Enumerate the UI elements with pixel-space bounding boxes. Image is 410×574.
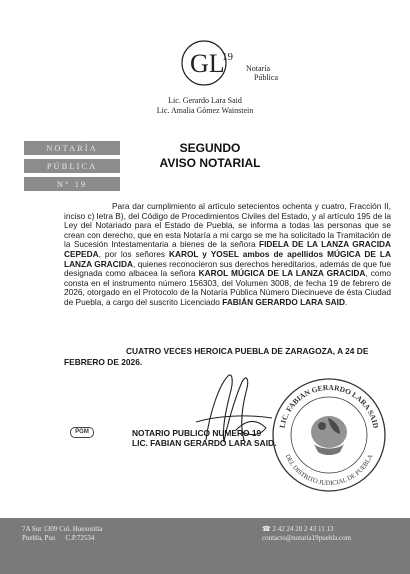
- footer-address-line2: Puebla, Pue. C.P.72534: [22, 534, 95, 542]
- body-text-1: Para dar cumplimiento al artículo setecientos ochenta y cuatro, Fracción II, inciso c) letra B), del Código de Procedimientos Civiles del Estado, y al artículo 195 de la Ley del Notariado para el Estado de Puebla, se informa a todas las personas que se crean con derecho, que en esta Notaría a mi cargo se me ha solicitado la Tramitación de la Sucesión Intestamentaria a bienes de la señora: [64, 201, 391, 250]
- notaries-list: [0, 96, 410, 116]
- body-bold-2: KAROL y YOSEL ambos de apellidos MÚGICA DE LA LANZA GRACIDA: [64, 248, 391, 269]
- notice-body: [64, 202, 391, 308]
- eagle-emblem-icon: [311, 416, 347, 455]
- notary-name-2: Lic. Amalia Gómez Wainstein: [156, 106, 254, 115]
- svg-text:DEL DISTRITO JUDICIAL DE PUEBL: [284, 453, 375, 487]
- title-line2: AVISO NOTARIAL: [159, 156, 261, 170]
- seal-bottom-text: DEL DISTRITO JUDICIAL DE PUEBLA: [283, 453, 375, 488]
- footer-address: [22, 525, 102, 543]
- notary-name-1: Lic. Gerardo Lara Said: [168, 96, 242, 105]
- stripe-notaria: NOTARÍA: [24, 141, 120, 155]
- notary-logo: [178, 38, 250, 88]
- stripe-number: N° 19: [24, 177, 120, 191]
- body-text-2: , por los señores: [98, 248, 169, 259]
- seal-top-text: LIC. FABIAN GERARDO LARA SAID: [277, 382, 381, 429]
- logo-caption: [246, 64, 278, 82]
- footer-contact: [262, 525, 351, 543]
- body-bold-3: KAROL MÚGICA DE LA LANZA GRACIDA: [198, 268, 366, 279]
- logo-caption-line1: Notaría: [246, 64, 270, 73]
- body-bold-4: FABIÁN GERARDO LARA SAID: [222, 296, 345, 307]
- document-title: [150, 141, 270, 171]
- body-bold-1: FIDELA DE LA LANZA GRACIDA CEPEDA: [64, 239, 391, 259]
- footer-address-line1: 7A Sur 1309 Col. Huexotitla: [22, 525, 103, 533]
- footer-email: contacto@notaria19puebla.com: [262, 534, 352, 542]
- pgm-stamp: PGM: [70, 427, 94, 438]
- signature-block: [132, 428, 276, 448]
- body-text-5: .: [344, 296, 348, 307]
- footer-bar: [0, 518, 410, 574]
- signature-name: LIC. FABIAN GERARDO LARA SAID.: [132, 438, 277, 448]
- logo-caption-line2: Pública: [254, 73, 278, 82]
- footer-phone: ☎ 2 42 24 20 2 43 11 13: [262, 525, 334, 533]
- logo-letters: GL: [190, 49, 225, 78]
- body-text-4: , como consta en el instrumento número 156303, del Volumen 3008, de fecha 19 de febrero de 2026, otorgado en el Protocolo de la Notaría Pública Número Diecinueve de ésta Ciudad de Puebla, a cargo del suscrito Licenciado: [64, 268, 391, 307]
- title-line1: SEGUNDO: [179, 141, 241, 155]
- body-text-3: , quienes reconocieron sus derechos hereditarios, además de que fue designada como albacea la señora: [64, 258, 391, 279]
- logo-number: 19: [222, 51, 233, 63]
- signature-title: NOTARIO PUBLICO NUMERO 19: [132, 428, 262, 438]
- official-seal: [270, 376, 388, 494]
- stripe-publica: PÚBLICA: [24, 159, 120, 173]
- dateline: CUATRO VECES HEROICA PUEBLA DE ZARAGOZA, A 24 DE FEBRERO DE 2026.: [64, 346, 369, 367]
